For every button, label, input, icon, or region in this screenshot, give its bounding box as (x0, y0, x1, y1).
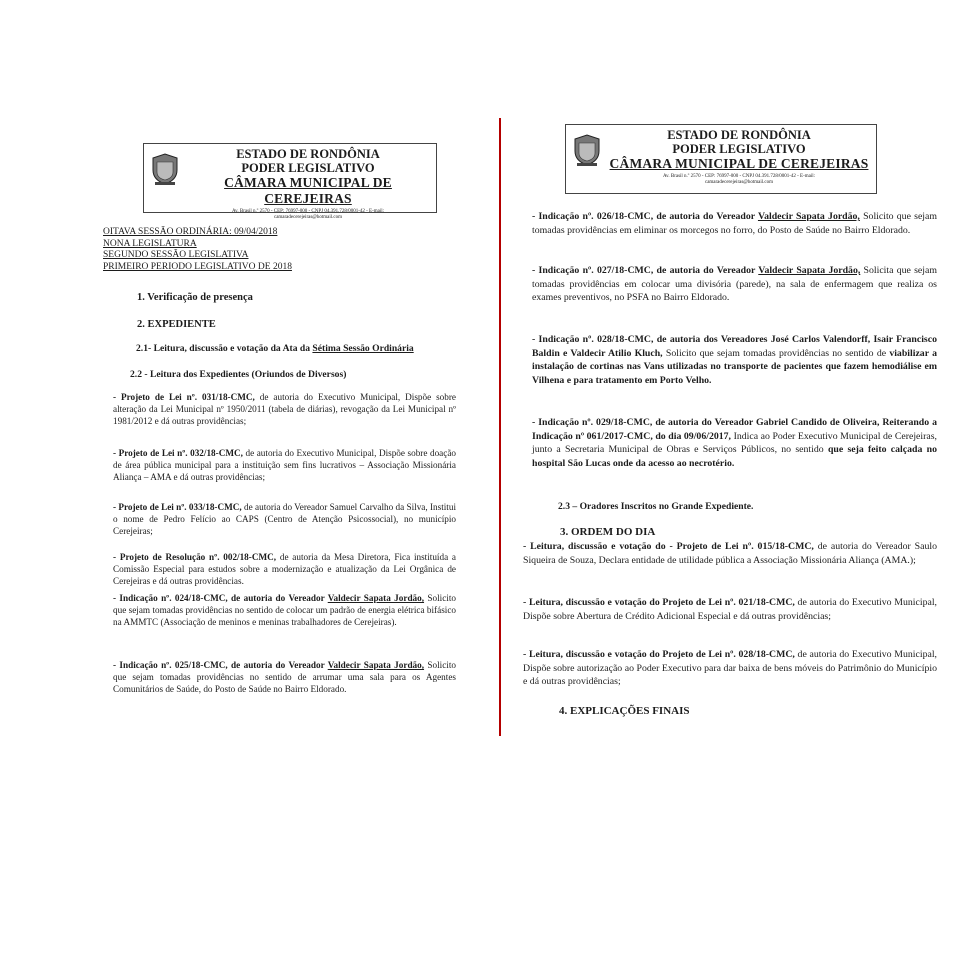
subheading-2-2: 2.2 - Leitura dos Expedientes (Oriundos de Diversos) (130, 369, 347, 380)
list-item: - Indicação nº. 026/18-CMC, de autoria do Vereador Valdecir Sapata Jordão, Solicito que sejam tomadas providências em eliminar os morcegos no forro, do Posto de Saúde no Bairro Eldorado. (532, 211, 937, 236)
session-line: NONA LEGISLATURA (103, 238, 197, 249)
heading-ordem-do-dia: 3. ORDEM DO DIA (560, 526, 656, 538)
chamber-name: CÂMARA MUNICIPAL DE CEREJEIRAS (224, 175, 392, 206)
list-item: - Leitura, discussão e votação do - Projeto de Lei nº. 015/18-CMC, de autoria do Vereador Saulo Siqueira de Souza, Declara entidade de utilidade pública a Associação Missionária Aliança (AMA.); (523, 541, 937, 566)
session-line: PRIMEIRO PERIODO LEGISLATIVO DE 2018 (103, 261, 292, 272)
session-line: OITAVA SESSÃO ORDINÁRIA: 09/04/2018 (103, 227, 278, 237)
list-item: - Projeto de Lei nº. 033/18-CMC, de autoria do Vereador Samuel Carvalho da Silva, Institui o nome de Pedro Felício ao CAPS (Centro de Atenção Psicossocial), no município Cerejeiras; (113, 502, 457, 536)
letterhead-address: Av. Brasil n.º 2570 - CEP: 76997-000 - CNPJ 04.391.728/0001-42 - E-mail: (231, 209, 385, 214)
chamber-name: CÂMARA MUNICIPAL DE CEREJEIRAS (609, 156, 869, 171)
list-item: - Projeto de Resolução nº. 002/18-CMC, de autoria da Mesa Diretora, Fica instituída a Comissão Especial para estudos sobre a modernização e atualização da Lei Orgânica de Cerejeiras e dá outras providências. (113, 552, 456, 586)
heading-explicacoes-finais: 4. EXPLICAÇÕES FINAIS (559, 705, 690, 717)
list-item: - Indicação nº. 024/18-CMC, de autoria do Vereador Valdecir Sapata Jordão, Solicito que sejam tomadas providências no sentido de colocar um padrão de energia elétrica bifásico na AMMTC (Associação de meninos e meninas trabalhadores de Cerejeiras). (113, 593, 456, 627)
letterhead-text (184, 147, 432, 221)
session-line: SEGUNDO SESSÃO LEGISLATIVA (103, 250, 249, 260)
list-item: - Projeto de Lei nº. 032/18-CMC, de autoria do Executivo Municipal, Dispõe sobre doação de área pública municipal para a instituição sem fins lucrativos – Associação Missionária Aliança – AMA e dá outras providências; (113, 448, 457, 482)
list-item: - Indicação nº. 027/18-CMC, de autoria do Vereador Valdecir Sapata Jordão, Solicita que sejam tomadas providências em colocar uma divisória (parede), na sala de enfermagem que realiza os exames preventivos, no PSFA no Bairro Eldorado. (532, 265, 937, 303)
coat-of-arms-icon (572, 133, 602, 167)
state-name: ESTADO DE RONDÔNIA (236, 147, 380, 161)
letterhead-email: camaradecerejeiras@hotmail.com (273, 215, 343, 220)
heading-verificacao: 1. Verificação de presença (137, 292, 253, 303)
list-item: - Leitura, discussão e votação do Projeto de Lei nº. 021/18-CMC, de autoria do Executivo Municipal, Dispõe sobre Abertura de Crédito Adicional Especial e dá outras providências; (523, 597, 937, 622)
letterhead (143, 143, 437, 220)
letterhead (565, 124, 877, 194)
power-name: PODER LEGISLATIVO (672, 142, 806, 156)
right-page (505, 0, 960, 960)
letterhead-address: Av. Brasil n.º 2570 - CEP: 76997-000 - CNPJ 04.391.728/0001-42 - E-mail: (662, 174, 816, 179)
heading-expediente: 2. EXPEDIENTE (137, 319, 216, 330)
state-name: ESTADO DE RONDÔNIA (667, 128, 811, 142)
subheading-2-3: 2.3 – Oradores Inscritos no Grande Expediente. (558, 501, 754, 512)
list-item: - Indicação nº. 025/18-CMC, de autoria do Vereador Valdecir Sapata Jordão, Solicito que sejam tomadas providências no sentido de arrumar uma sala para os Agentes Comunitários de Saúde, do Posto de Saúde no Bairro Eldorado. (113, 660, 456, 694)
subheading-2-1: 2.1- Leitura, discussão e votação da Ata da Sétima Sessão Ordinária (136, 343, 414, 354)
letterhead-text (606, 128, 872, 186)
power-name: PODER LEGISLATIVO (241, 161, 375, 175)
page-divider (499, 118, 501, 736)
session-header (103, 227, 292, 273)
coat-of-arms-icon (150, 152, 180, 186)
list-item: - Leitura, discussão e votação do Projeto de Lei nº. 028/18-CMC, de autoria do Executivo Municipal, Dispõe sobre autorização ao Poder Executivo para dar baixa de bens móveis do Patrimônio do Município e dá outras providências; (523, 649, 937, 687)
list-item: - Projeto de Lei nº. 031/18-CMC, de autoria do Executivo Municipal, Dispõe sobre alteração da Lei Municipal nº 1950/2011 (tabela de diárias), revogação da Lei Municipal nº 1981/2012 e dá outras providências; (113, 392, 457, 426)
letterhead-email: camaradecerejeiras@hotmail.com (704, 180, 774, 185)
list-item: - Indicação nº. 029/18-CMC, de autoria do Vereador Gabriel Candido de Oliveira, Reiterando a Indicação nº 061/2017-CMC, do dia 09/06/2017, Indica ao Poder Executivo Municipal de Cerejeiras, junto a Secretaria Municipal de Obras e Serviços Públicos, no sentido que seja feito calçada no hospital São Lucas onde da acesso ao necrotério. (532, 417, 937, 469)
list-item: - Indicação nº. 028/18-CMC, de autoria dos Vereadores José Carlos Valendorff, Isair Francisco Baldin e Valdecir Atilio Kluch, Solicito que sejam tomadas providências no sentido de viabilizar a instalação de cortinas nas Vans utilizadas no transporte de pacientes que fazem hemodiálise em Vilhena e para tratamento em Porto Velho. (532, 334, 937, 386)
